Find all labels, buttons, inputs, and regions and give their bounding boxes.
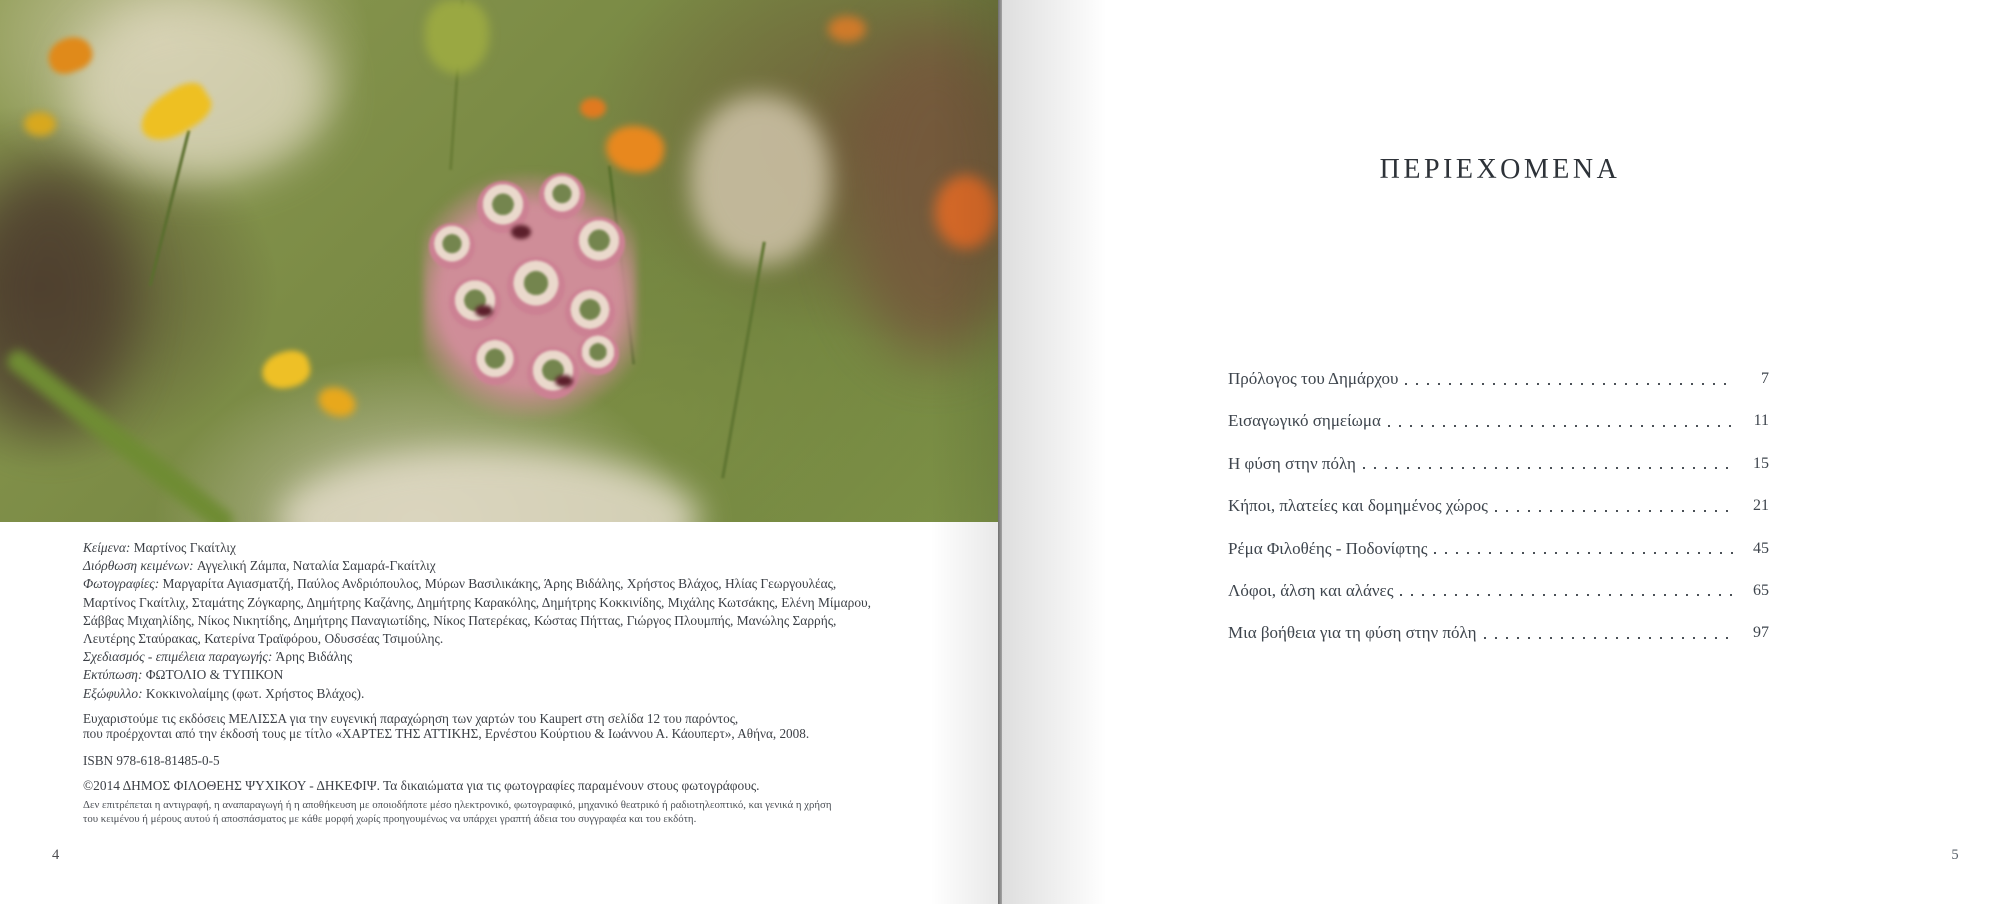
credit-label: Διόρθωση κειμένων: xyxy=(83,558,197,574)
photo-blob xyxy=(280,450,700,522)
toc-entry-page: 97 xyxy=(1753,624,1769,642)
dot-leader xyxy=(1484,622,1735,643)
credit-line xyxy=(83,685,871,703)
pod-coil xyxy=(429,223,475,269)
toc-entry-page: 45 xyxy=(1753,539,1769,557)
dot-leader xyxy=(1434,538,1735,559)
credit-line xyxy=(83,612,871,630)
credit-label: Εκτύπωση: xyxy=(83,667,146,683)
pink-pod-cluster xyxy=(415,165,645,427)
wildflower-meadow-photo xyxy=(0,0,1000,522)
credit-line xyxy=(83,557,871,575)
legal-line: του κειμένου ή μέρους αυτού ή αποσπάσματος με κάθε μορφή χωρίς προηγουμένως να υπάρχει γραπτή άδεια του συγγραφέα και του εκδότη. xyxy=(83,812,697,825)
credit-text: Μαργαρίτα Αγιασματζή, Παύλος Ανδριόπουλος, Μύρων Βασιλικάκης, Άρης Βιδάλης, Χρήστος Βλάχος, Ηλίας Γεωργουλέας, xyxy=(162,576,837,592)
credit-line xyxy=(83,594,871,612)
credit-text: Άρης Βιδάλης xyxy=(275,649,353,665)
pod-dark-spot xyxy=(475,305,493,317)
flower-bud xyxy=(314,382,359,421)
dot-leader xyxy=(1363,453,1735,474)
dot-leader xyxy=(1405,368,1735,389)
toc-entry xyxy=(1228,622,1769,664)
toc-entry-title: Ρέμα Φιλοθέης - Ποδονίφτης xyxy=(1228,538,1428,558)
page-number-left: 4 xyxy=(52,847,60,863)
pod-coil xyxy=(507,257,565,315)
toc-entry xyxy=(1228,538,1769,580)
grass-blade xyxy=(3,346,237,522)
flower-bud xyxy=(935,175,997,249)
toc-entry-page: 65 xyxy=(1753,581,1769,599)
acknowledgment-line: που προέρχονται από την έκδοσή τους με τίτλο «ΧΑΡΤΕΣ ΤΗΣ ΑΤΤΙΚΗΣ, Ερνέστου Κούρτιου & Ιωάννου Α. Κάουπερτ», Αθήνα, 2008. xyxy=(83,726,810,742)
table-of-contents xyxy=(1228,368,1769,665)
credit-text: Σάββας Μιχαηλίδης, Νίκος Νικητίδης, Δημήτρης Παναγιωτίδης, Νίκος Πατερέκας, Κώστας Πήττας, Γιώργος Πλουμπής, Μανώλης Σαρρής, xyxy=(83,612,837,628)
toc-entry-page: 11 xyxy=(1753,412,1769,430)
toc-entry xyxy=(1228,580,1769,622)
pod-coil xyxy=(471,337,519,385)
credit-label: Κείμενα: xyxy=(83,540,134,555)
credits-block xyxy=(83,539,871,703)
toc-entry-page: 7 xyxy=(1761,370,1769,387)
flower-bud xyxy=(580,98,606,118)
toc-entry-title: Πρόλογος του Δημάρχου xyxy=(1228,369,1399,388)
contents-heading: ΠΕΡΙΕΧΟΜΕΝΑ xyxy=(1379,154,1621,185)
page-number-right: 5 xyxy=(1951,847,1959,863)
pod-coil xyxy=(539,173,585,219)
toc-entry-page: 15 xyxy=(1753,454,1769,472)
pod-dark-spot xyxy=(511,225,531,239)
flower-bud xyxy=(828,16,866,42)
credit-text: ΦΩΤΟΛΙΟ & ΤΥΠΙΚΟΝ xyxy=(145,667,284,683)
credit-line xyxy=(83,666,871,684)
pod-coil xyxy=(449,277,501,329)
toc-entry-title: Η φύση στην πόλη xyxy=(1228,453,1356,473)
toc-entry-title: Μια βοήθεια για τη φύση στην πόλη xyxy=(1228,623,1477,643)
toc-entry xyxy=(1228,368,1769,410)
credit-label: Εξώφυλλο: xyxy=(83,685,146,701)
toc-entry-title: Εισαγωγικό σημείωμα xyxy=(1228,411,1381,431)
toc-entry-title: Κήποι, πλατείες και δομημένος χώρος xyxy=(1228,496,1488,516)
toc-entry xyxy=(1228,495,1769,537)
pod-coil xyxy=(527,347,579,399)
credit-line xyxy=(83,648,871,666)
copyright-notice: ©2014 ΔΗΜΟΣ ΦΙΛΟΘΕΗΣ ΨΥΧΙΚΟΥ - ΔΗΚΕΦΙΨ. Τα δικαιώματα για τις φωτογραφίες παραμένουν στους φωτογράφους. xyxy=(83,778,760,793)
toc-entry-page: 21 xyxy=(1753,497,1769,515)
pod-dark-spot xyxy=(555,375,573,387)
credit-line xyxy=(83,630,871,648)
isbn: ISBN 978-618-81485-0-5 xyxy=(83,753,220,768)
flower-bud xyxy=(425,0,489,74)
toc-entry xyxy=(1228,410,1769,452)
pod-coil xyxy=(577,333,619,375)
legal-notice xyxy=(83,799,831,826)
credit-label: Σχεδιασμός - επιμέλεια παραγωγής: xyxy=(83,649,276,665)
dot-leader xyxy=(1388,410,1735,431)
pod-coil xyxy=(573,217,625,269)
credit-text: Λευτέρης Σταύρακας, Κατερίνα Τραϊφόρου, Οδυσσέας Τσιμούλης. xyxy=(83,631,444,647)
toc-entry xyxy=(1228,453,1769,495)
flower-bud xyxy=(24,112,56,136)
credit-line xyxy=(83,539,871,557)
flower-bud xyxy=(258,346,314,393)
credit-text: Κοκκινολαίμης (φωτ. Χρήστος Βλάχος). xyxy=(145,685,365,701)
toc-entry-title: Λόφοι, άλση και αλάνες xyxy=(1228,580,1394,600)
dot-leader xyxy=(1495,495,1735,516)
legal-line: Δεν επιτρέπεται η αντιγραφή, η αναπαραγωγή ή η αποθήκευση με οποιοδήποτε μέσο ηλεκτρονικό, φωτογραφικό, μηχανικό θεατρικό ή ραδιοτηλεοπτικό, και γενικά η χρήση xyxy=(83,799,832,811)
acknowledgment-line: Ευχαριστούμε τις εκδόσεις ΜΕΛΙΣΣΑ για την ευγενική παραχώρηση των χαρτών του Kaupert στη σελίδα 12 του παρόντος, xyxy=(83,711,739,726)
acknowledgment-block xyxy=(83,711,809,741)
credit-text: Μαρτίνος Γκαίτλιχ xyxy=(133,540,236,555)
credit-line xyxy=(83,575,871,593)
photo-blob xyxy=(690,95,830,265)
credit-text: Μαρτίνος Γκαίτλιχ, Σταμάτης Ζόγκαρης, Δημήτρης Καζάνης, Δημήτρης Καρακόλης, Δημήτρης Κοκκινίδης, Μιχάλης Κωτσάκης, Ελένη Μίμαρου, xyxy=(83,594,872,610)
stem xyxy=(721,242,766,479)
credit-label: Φωτογραφίες: xyxy=(83,576,163,592)
dot-leader xyxy=(1400,580,1735,601)
spine-line xyxy=(998,0,1002,904)
pod-coil xyxy=(565,287,615,337)
credit-text: Αγγελική Ζάμπα, Ναταλία Σαμαρά-Γκαίτλιχ xyxy=(196,558,436,574)
